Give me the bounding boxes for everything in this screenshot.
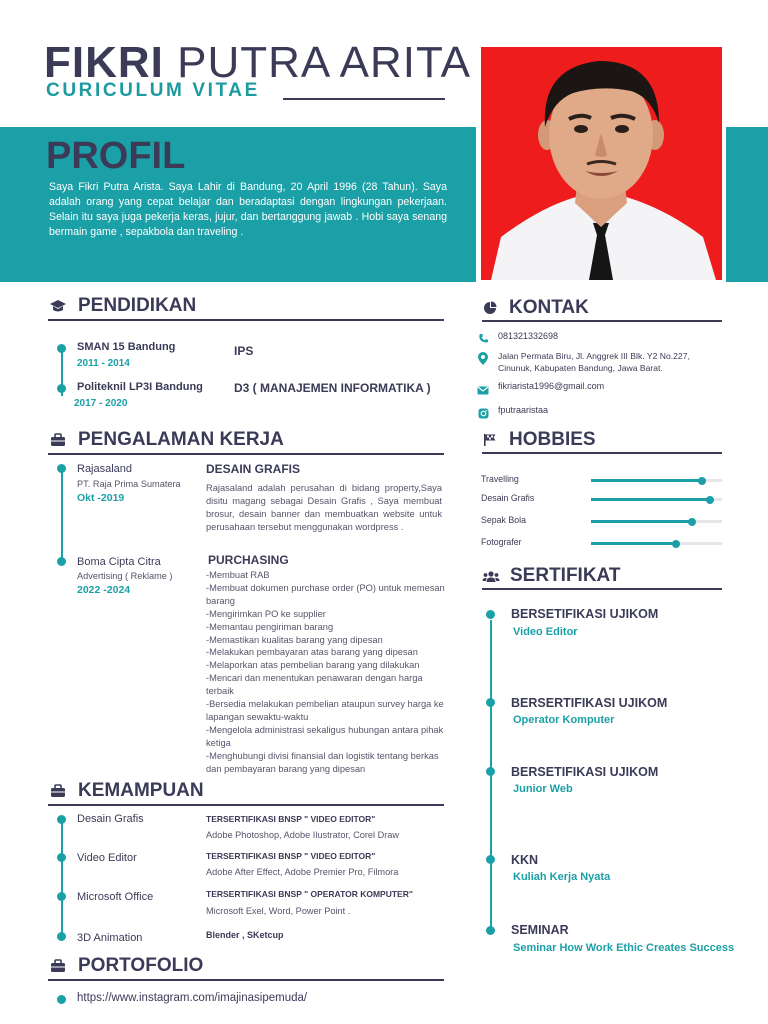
education-header bbox=[48, 294, 196, 318]
timeline-dot bbox=[57, 557, 66, 566]
exp-org: PT. Raja Prima Sumatera bbox=[77, 479, 181, 489]
certificates-divider bbox=[482, 588, 722, 590]
skills-timeline bbox=[61, 821, 63, 937]
exp-period: Okt -2019 bbox=[77, 492, 125, 504]
exp-company: Rajasaland bbox=[77, 463, 133, 475]
portfolio-header bbox=[48, 954, 203, 978]
hobbies-divider bbox=[482, 452, 722, 454]
duty-line: -Menghubungi divisi finansial dan logistik tentang berkas dan pembayaran barang yang dipesan bbox=[206, 750, 439, 774]
timeline-dot bbox=[486, 926, 495, 935]
contact-divider bbox=[482, 320, 722, 322]
subtitle-underline bbox=[283, 98, 445, 100]
users-icon bbox=[482, 568, 500, 584]
skill-cert: TERSERTIFIKASI BNSP " OPERATOR KOMPUTER" bbox=[206, 889, 413, 899]
pie-chart-icon bbox=[482, 300, 498, 316]
edu-major: IPS bbox=[234, 344, 254, 358]
contact-email[interactable]: fikriarista1996@gmail.com bbox=[498, 381, 605, 391]
timeline-dot bbox=[486, 855, 495, 864]
duty-line: -Mengirimkan PO ke supplier bbox=[206, 608, 326, 619]
hobby-bar-fill bbox=[591, 498, 710, 501]
timeline-dot bbox=[57, 815, 66, 824]
experience-divider bbox=[48, 453, 444, 455]
duty-line: -Melaporkan atas pembelian barang yang dilakukan bbox=[206, 660, 420, 671]
education-title: PENDIDIKAN bbox=[78, 295, 197, 316]
location-pin-icon bbox=[478, 352, 488, 370]
experience-title: PENGALAMAN KERJA bbox=[78, 429, 284, 450]
skill-cert: Blender , SKetcup bbox=[206, 930, 284, 940]
exp-duties bbox=[206, 569, 446, 776]
timeline-dot bbox=[57, 344, 66, 353]
hobby-label: Fotografer bbox=[481, 537, 522, 547]
skill-name: Microsoft Office bbox=[77, 891, 154, 903]
briefcase-icon bbox=[48, 432, 68, 448]
profile-photo bbox=[481, 47, 722, 280]
cert-title: KKN bbox=[511, 853, 539, 867]
exp-description: Rajasaland adalah perusahan di bidang property,Saya disitu magang sebagai Desain Grafis , Saya membuat brosur, desain banner dan membuatkan website untuk perusahaan tersebut menggunakan wordpress . bbox=[206, 483, 442, 532]
instagram-icon bbox=[478, 406, 489, 424]
duty-line: -Melakukan pembayaran atas barang yang dipesan bbox=[206, 647, 418, 658]
hobbies-header bbox=[482, 428, 596, 452]
timeline-dot bbox=[57, 932, 66, 941]
edu-school: Politeknil LP3I Bandung bbox=[77, 381, 203, 393]
last-name: PUTRA ARITA bbox=[177, 38, 471, 87]
hobby-bar-fill bbox=[591, 542, 676, 545]
person-portrait-icon bbox=[481, 47, 722, 280]
timeline-dot bbox=[57, 384, 66, 393]
flag-icon bbox=[482, 432, 498, 448]
contact-instagram[interactable]: fputraaristaa bbox=[498, 405, 549, 415]
portfolio-title: PORTOFOLIO bbox=[78, 955, 204, 976]
skill-cert: TERSERTIFIKASI BNSP " VIDEO EDITOR" bbox=[206, 814, 376, 824]
certificates-title: SERTIFIKAT bbox=[510, 565, 621, 586]
briefcase-icon bbox=[48, 783, 68, 799]
portfolio-link[interactable]: https://www.instagram.com/imajinasipemuda/ bbox=[77, 992, 308, 1004]
duty-line: -Membuat RAB bbox=[206, 570, 270, 580]
skills-title: KEMAMPUAN bbox=[78, 780, 204, 801]
skill-name: Desain Grafis bbox=[77, 813, 144, 825]
skill-tools: Adobe After Effect, Adobe Premier Pro, Filmora bbox=[206, 867, 399, 877]
cv-subtitle: CURICULUM VITAE bbox=[46, 80, 260, 101]
contact-phone[interactable]: 081321332698 bbox=[498, 331, 559, 341]
timeline-dot bbox=[57, 464, 66, 473]
duty-line: -Bersedia melakukan pembelian ataupun survey harga ke lapangan sewaktu-waktu bbox=[206, 699, 444, 722]
cert-title: SEMINAR bbox=[511, 923, 569, 937]
hobbies-title: HOBBIES bbox=[509, 429, 596, 450]
hobby-label: Sepak Bola bbox=[481, 515, 526, 525]
exp-role: PURCHASING bbox=[208, 553, 289, 567]
contact-address: Jalan Permata Biru, Jl. Anggrek III Blk. Y2 No.227, Cinunuk, Kabupaten Bandung, Jawa Barat. bbox=[498, 351, 690, 373]
cert-title: BERSETIFIKASI UJIKOM bbox=[511, 607, 659, 621]
edu-school: SMAN 15 Bandung bbox=[77, 341, 176, 353]
hobby-bar-knob bbox=[706, 496, 714, 504]
email-icon bbox=[477, 382, 489, 400]
portfolio-divider bbox=[48, 979, 444, 981]
hobby-bar bbox=[591, 479, 722, 482]
contact-header bbox=[482, 296, 589, 320]
skill-name: Video Editor bbox=[77, 852, 137, 864]
hobby-bar bbox=[591, 498, 722, 501]
hobby-bar-knob bbox=[672, 540, 680, 548]
graduation-cap-icon bbox=[48, 298, 68, 314]
hobby-label: Travelling bbox=[481, 474, 519, 484]
duty-line: -Memastikan kualitas barang yang dipesan bbox=[206, 634, 383, 645]
hobby-bar-fill bbox=[591, 520, 692, 523]
edu-years: 2011 - 2014 bbox=[77, 358, 130, 369]
duty-line: -Membuat dokumen purchase order (PO) untuk memesan barang bbox=[206, 582, 445, 606]
hobby-label: Desain Grafis bbox=[481, 493, 535, 503]
timeline-dot bbox=[57, 995, 66, 1004]
timeline-dot bbox=[486, 767, 495, 776]
profile-band-right bbox=[726, 127, 768, 282]
profile-text: Saya Fikri Putra Arista. Saya Lahir di Bandung, 20 April 1996 (28 Tahun). Saya adalah orang yang cepat belajar dan beradaptasi dengan lingkungan pekerjaan. Selain itu saya juga pekerja keras, jujur, dan bertanggung jawab . Hobi saya senang bermain game , sepakbola dan traveling . bbox=[49, 181, 447, 238]
phone-icon bbox=[478, 331, 489, 349]
timeline-dot bbox=[57, 892, 66, 901]
exp-period: 2022 -2024 bbox=[77, 584, 131, 596]
cert-sub: Video Editor bbox=[513, 626, 578, 638]
timeline-dot bbox=[486, 698, 495, 707]
duty-line: -Mengelola administrasi sekaligus hubungan antara pihak ketiga bbox=[206, 724, 444, 748]
cert-sub: Operator Komputer bbox=[513, 714, 615, 726]
experience-header bbox=[48, 428, 284, 452]
hobby-bar-knob bbox=[698, 477, 706, 485]
contact-title: KONTAK bbox=[509, 297, 589, 318]
hobby-bar-knob bbox=[688, 518, 696, 526]
cert-sub: Junior Web bbox=[513, 783, 573, 795]
duty-line: -Mencari dan menentukan penawaran dengan harga terbaik bbox=[206, 673, 423, 697]
edu-major: D3 ( MANAJEMEN INFORMATIKA ) bbox=[234, 381, 431, 395]
timeline-dot bbox=[486, 610, 495, 619]
skill-name: 3D Animation bbox=[77, 932, 143, 944]
exp-role: DESAIN GRAFIS bbox=[206, 462, 301, 476]
hobby-bar-fill bbox=[591, 479, 702, 482]
certificates-header bbox=[482, 564, 620, 588]
profile-title: PROFIL bbox=[46, 135, 186, 177]
duty-line: -Memantau pengiriman barang bbox=[206, 621, 334, 632]
skill-tools: Microsoft Exel, Word, Power Point . bbox=[206, 906, 351, 916]
skills-header bbox=[48, 779, 204, 803]
skills-divider bbox=[48, 804, 444, 806]
exp-org: Advertising ( Reklame ) bbox=[77, 571, 173, 581]
briefcase-icon bbox=[48, 958, 68, 974]
skill-cert: TERSERTIFIKASI BNSP " VIDEO EDITOR" bbox=[206, 851, 376, 861]
skill-tools: Adobe Photoshop, Adobe Ilustrator, Corel Draw bbox=[206, 830, 400, 840]
cert-title: BERSETIFIKASI UJIKOM bbox=[511, 765, 659, 779]
first-name: FIKRI bbox=[44, 38, 164, 87]
experience-timeline bbox=[61, 470, 63, 564]
cert-sub: Kuliah Kerja Nyata bbox=[513, 871, 611, 883]
education-divider bbox=[48, 319, 444, 321]
exp-company: Boma Cipta Citra bbox=[77, 556, 161, 568]
edu-years: 2017 - 2020 bbox=[74, 398, 128, 409]
hobby-bar bbox=[591, 520, 722, 523]
cert-title: BERSERTIFIKASI UJIKOM bbox=[511, 696, 668, 710]
cert-sub: Seminar How Work Ethic Creates Success bbox=[513, 942, 735, 954]
timeline-dot bbox=[57, 853, 66, 862]
hobby-bar bbox=[591, 542, 722, 545]
